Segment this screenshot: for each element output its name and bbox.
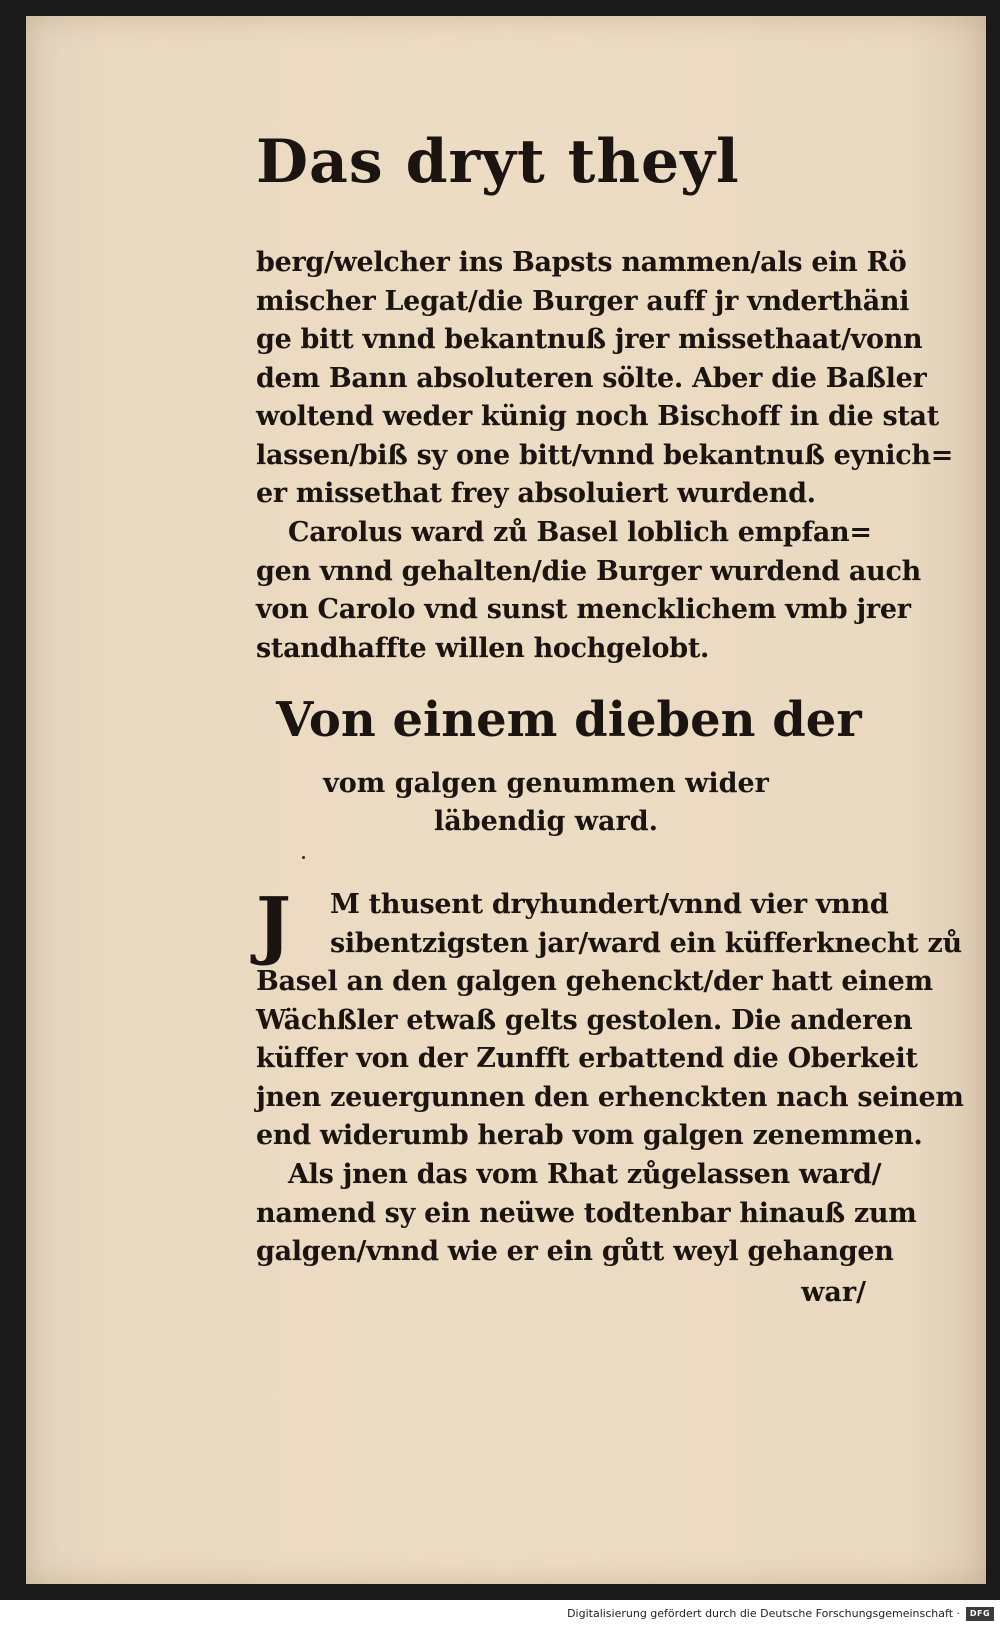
text-line: end widerumb herab vom galgen zenemmen. (256, 1120, 923, 1151)
catchword: war/ (801, 1277, 866, 1308)
chapter-subheading: vom galgen genummen wider (323, 768, 769, 799)
paragraph-3 (256, 882, 964, 1156)
footer-bar (0, 1600, 1000, 1629)
text-line: M thusent dryhundert/vnnd vier vnnd (330, 889, 889, 920)
text-line: standhaffte willen hochgelobt. (256, 632, 710, 664)
text-line: Carolus ward zů Basel loblich empfan= (288, 517, 872, 548)
text-line: mischer Legat/die Burger auff jr vnderthäni (256, 285, 910, 317)
text-line: namend sy ein neüwe todtenbar hinauß zum (256, 1197, 917, 1229)
text-line: woltend weder künig noch Bischoff in die stat (256, 401, 939, 432)
text-line: dem Bann absoluteren sölte. Aber die Baßler (256, 362, 927, 394)
text-line: jnen zeuergunnen den erhenckten nach seinem (256, 1081, 964, 1113)
paragraph-2 (256, 514, 921, 668)
text-line: berg/welcher ins Bapsts nammen/als ein Rö (256, 247, 907, 278)
text-line: Als jnen das vom Rhat zůgelassen ward/ (288, 1159, 882, 1190)
text-line: ge bitt vnnd bekantnuß jrer missethaat/vonn (256, 324, 923, 355)
text-line: lassen/biß sy one bitt/vnnd bekantnuß eynich= (256, 439, 954, 471)
text-line: gen vnnd gehalten/die Burger wurdend auch (256, 555, 921, 587)
running-head: Das dryt theyl (256, 127, 740, 197)
dfg-logo: DFG (966, 1607, 994, 1621)
paragraph-4 (256, 1156, 917, 1272)
paragraph-1 (256, 244, 954, 514)
text-line: galgen/vnnd wie er ein gůtt weyl gehangen (256, 1236, 894, 1267)
text-line: küffer von der Zunfft erbattend die Oberkeit (256, 1043, 918, 1074)
text-line: sibentzigsten jar/ward ein küfferknecht zů (330, 927, 962, 959)
book-page (26, 16, 986, 1584)
chapter-heading: Von einem dieben der (276, 692, 862, 748)
ink-speck (302, 856, 305, 859)
text-line: Basel an den galgen gehenckt/der hatt einem (256, 966, 933, 997)
funding-credit: Digitalisierung gefördert durch die Deutsche Forschungsgemeinschaft · (567, 1607, 960, 1620)
text-line: Wächßler etwaß gelts gestolen. Die anderen (256, 1004, 913, 1036)
chapter-subheading: läbendig ward. (433, 806, 659, 837)
text-line: von Carolo vnd sunst mencklichem vmb jrer (256, 594, 911, 625)
text-line: er missethat frey absoluiert wurdend. (256, 478, 816, 509)
drop-cap: J (256, 882, 292, 968)
